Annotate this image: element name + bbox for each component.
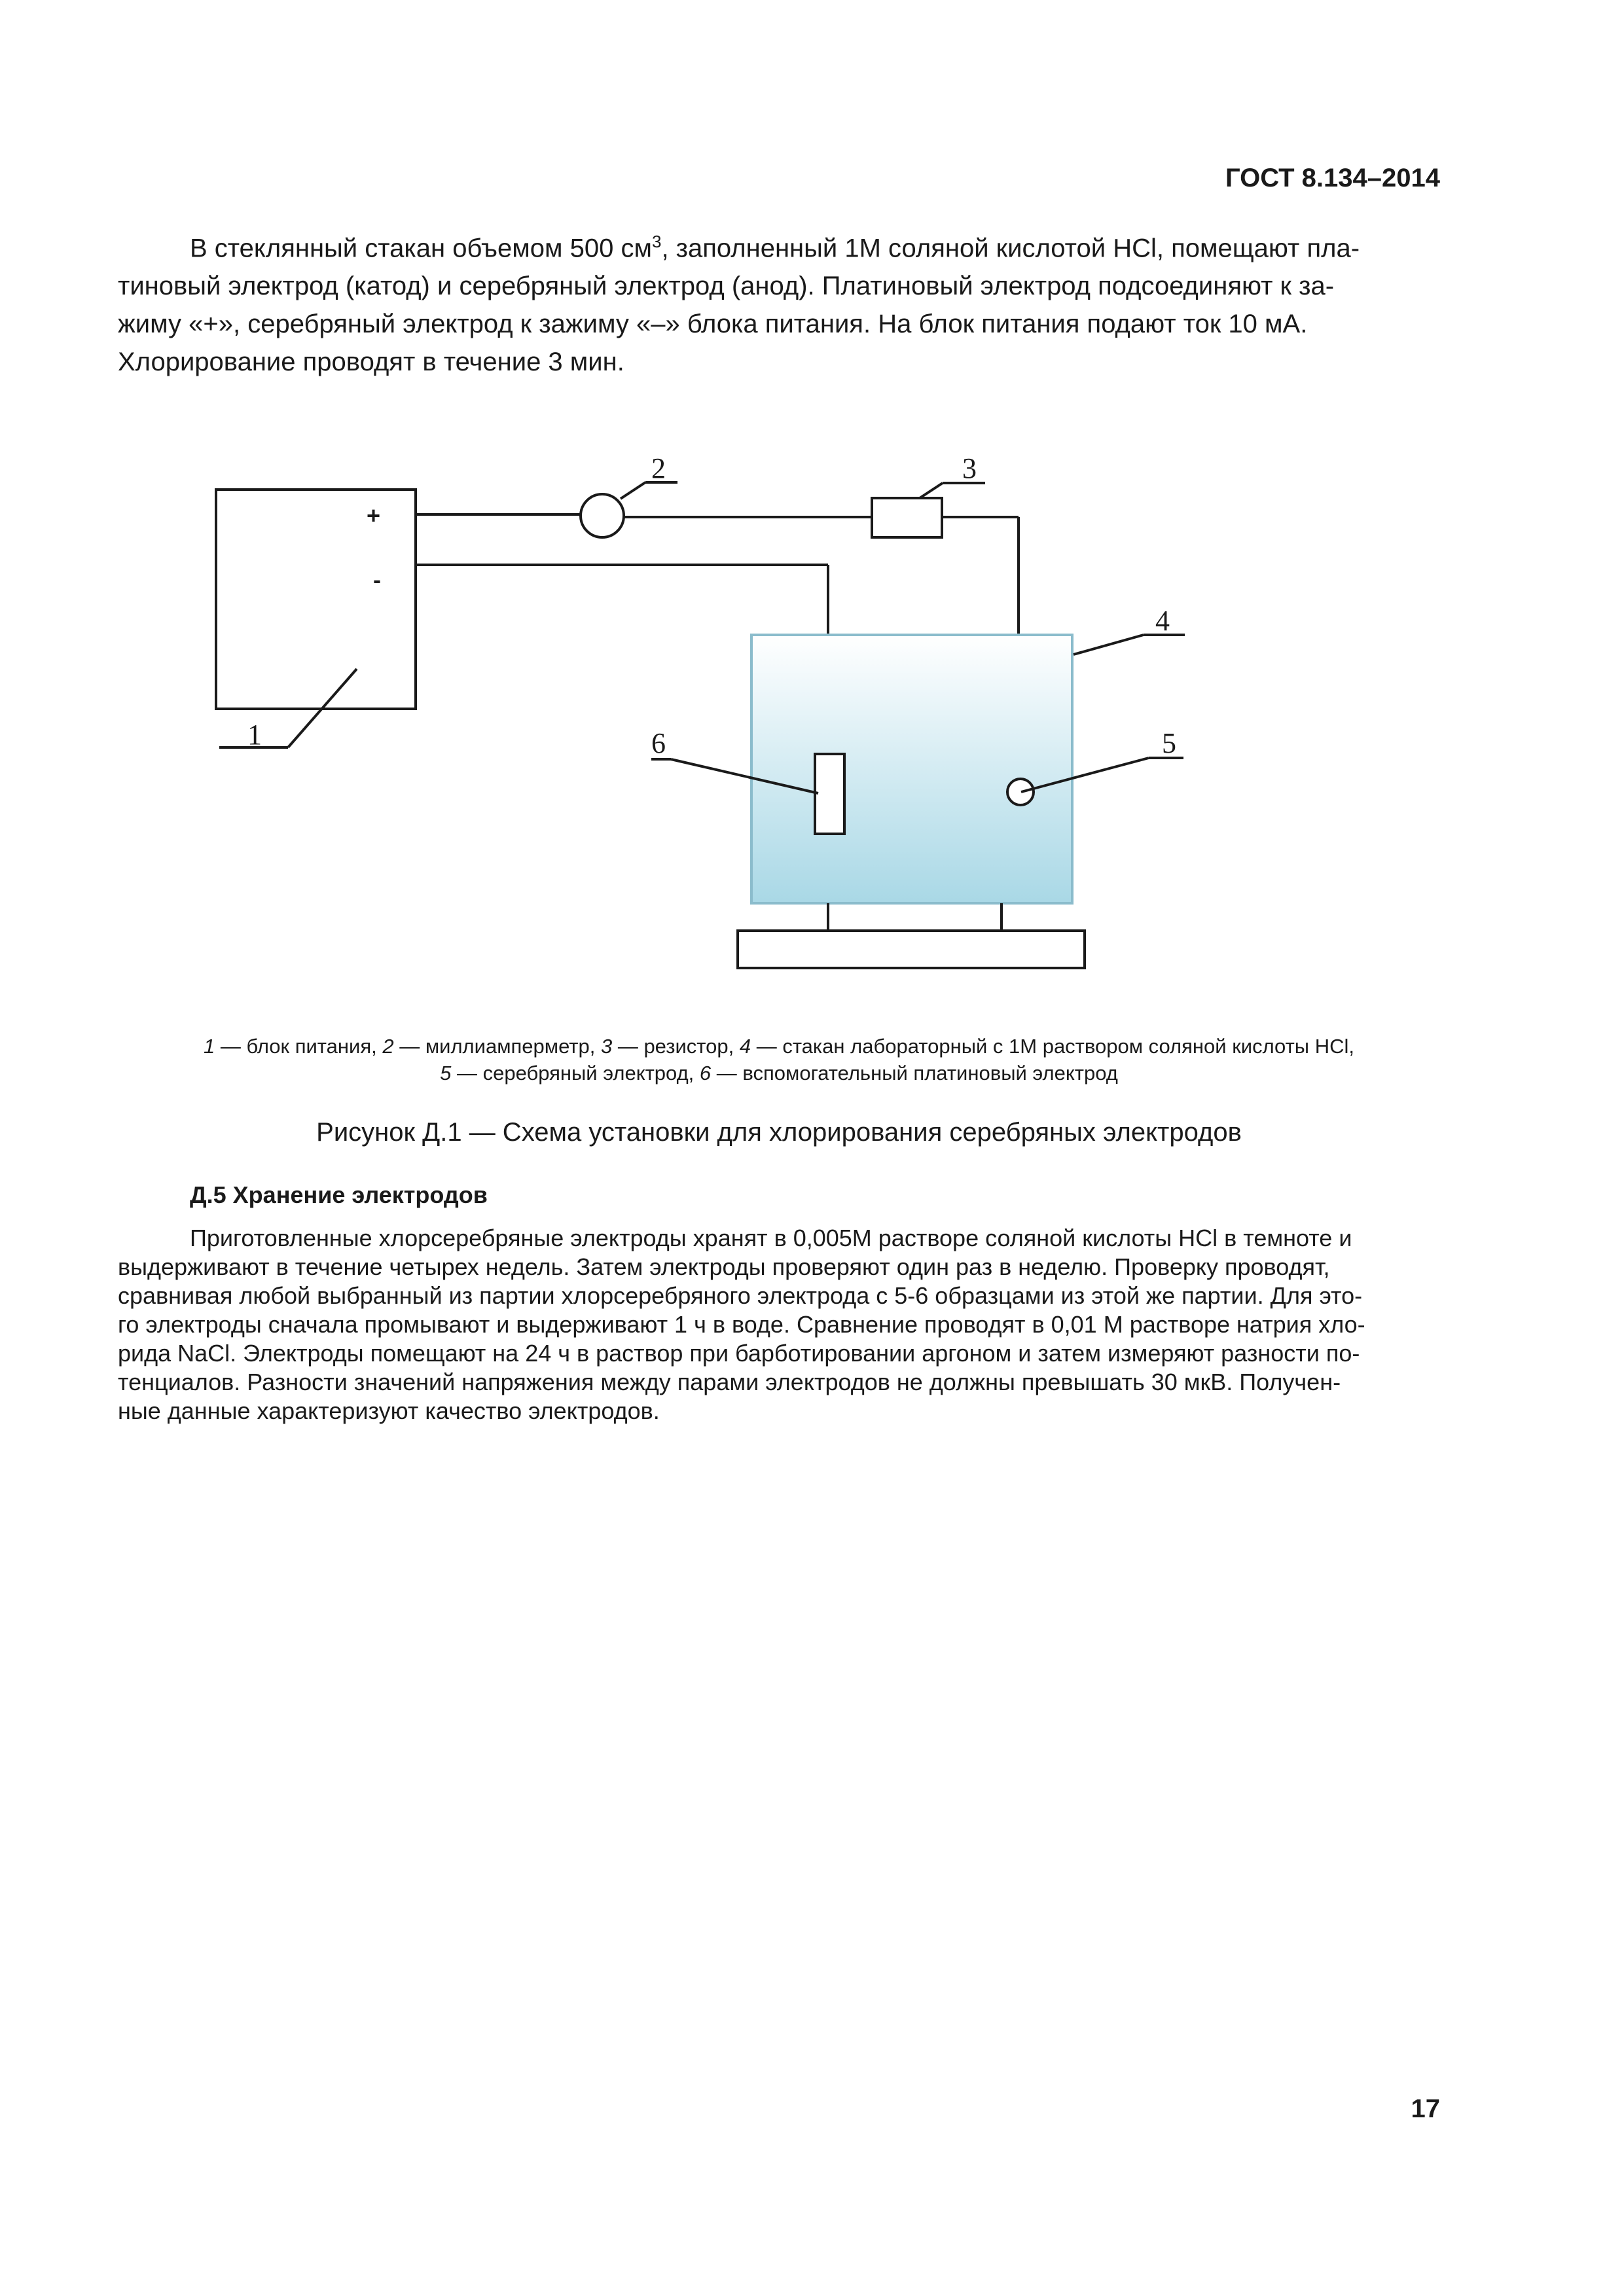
storage-line: выдерживают в течение четырех недель. Затем электроды проверяют один раз в неделю. Проверку проводят,: [118, 1253, 1330, 1280]
storage-line: го электроды сначала промывают и выдерживают 1 ч в воде. Сравнение проводят в 0,01 М растворе натрия хло-: [118, 1311, 1365, 1338]
milliammeter: [581, 494, 624, 537]
legend-line-2: 5 — серебряный электрод, 6 — вспомогательный платиновый электрод: [440, 1062, 1118, 1085]
power-supply-block: [216, 490, 416, 709]
intro-paragraph: [118, 223, 1440, 381]
figure-legend: [118, 1033, 1440, 1086]
stand: [738, 931, 1085, 968]
leader-4: [1074, 635, 1144, 655]
terminal-plus-label: +: [367, 502, 381, 529]
intro-line: тиновый электрод (катод) и серебряный электрод (анод). Платиновый электрод подсоединяют к за-: [118, 272, 1335, 301]
callout-2: 2: [651, 452, 666, 484]
chlorination-setup-diagram: [0, 419, 1624, 1008]
storage-line: тенциалов. Разности значений напряжения между парами электродов не должны превышать 30 мкВ. Получен-: [118, 1369, 1341, 1395]
storage-line: рида NaCl. Электроды помещают на 24 ч в раствор при барботировании аргоном и затем измеряют разности по-: [118, 1340, 1360, 1367]
section-title: Д.5 Хранение электродов: [190, 1181, 488, 1208]
callout-3: 3: [962, 452, 977, 484]
intro-line: , заполненный 1М соляной кислотой HCl, помещают пла-: [661, 234, 1360, 263]
standard-header: ГОСТ 8.134–2014: [1225, 164, 1440, 192]
storage-line: ные данные характеризуют качество электродов.: [118, 1397, 660, 1424]
beaker: [751, 635, 1072, 903]
storage-line: сравнивая любой выбранный из партии хлорсеребряного электрода с 5-6 образцами из этой же партии. Для это-: [118, 1282, 1363, 1309]
intro-line: жиму «+», серебряный электрод к зажиму «–» блока питания. На блок питания подают ток 10 мА.: [118, 310, 1308, 339]
silver-electrode: [1007, 779, 1034, 805]
terminal-minus-label: -: [373, 566, 381, 593]
legend-line-1: 1 — блок питания, 2 — миллиамперметр, 3 — резистор, 4 — стакан лабораторный с 1М раствором соляной кислоты HCl,: [204, 1035, 1354, 1058]
callout-4: 4: [1155, 605, 1170, 637]
superscript-3: 3: [651, 232, 662, 251]
intro-line: В стеклянный стакан объемом 500 см: [190, 234, 652, 263]
storage-paragraph: [118, 1224, 1440, 1426]
resistor: [872, 498, 942, 537]
callout-1: 1: [247, 719, 262, 751]
intro-line: Хлорирование проводят в течение 3 мин.: [118, 348, 624, 377]
leader-2: [621, 482, 645, 499]
storage-line: Приготовленные хлорсеребряные электроды хранят в 0,005М растворе соляной кислоты HCl в темноте и: [190, 1225, 1352, 1251]
leader-3: [920, 483, 943, 498]
platinum-electrode: [815, 754, 844, 834]
callout-5: 5: [1162, 727, 1176, 759]
callout-6: 6: [651, 727, 666, 759]
page-number: 17: [1411, 2094, 1440, 2123]
figure-title: Рисунок Д.1 — Схема установки для хлорирования серебряных электродов: [316, 1118, 1242, 1147]
